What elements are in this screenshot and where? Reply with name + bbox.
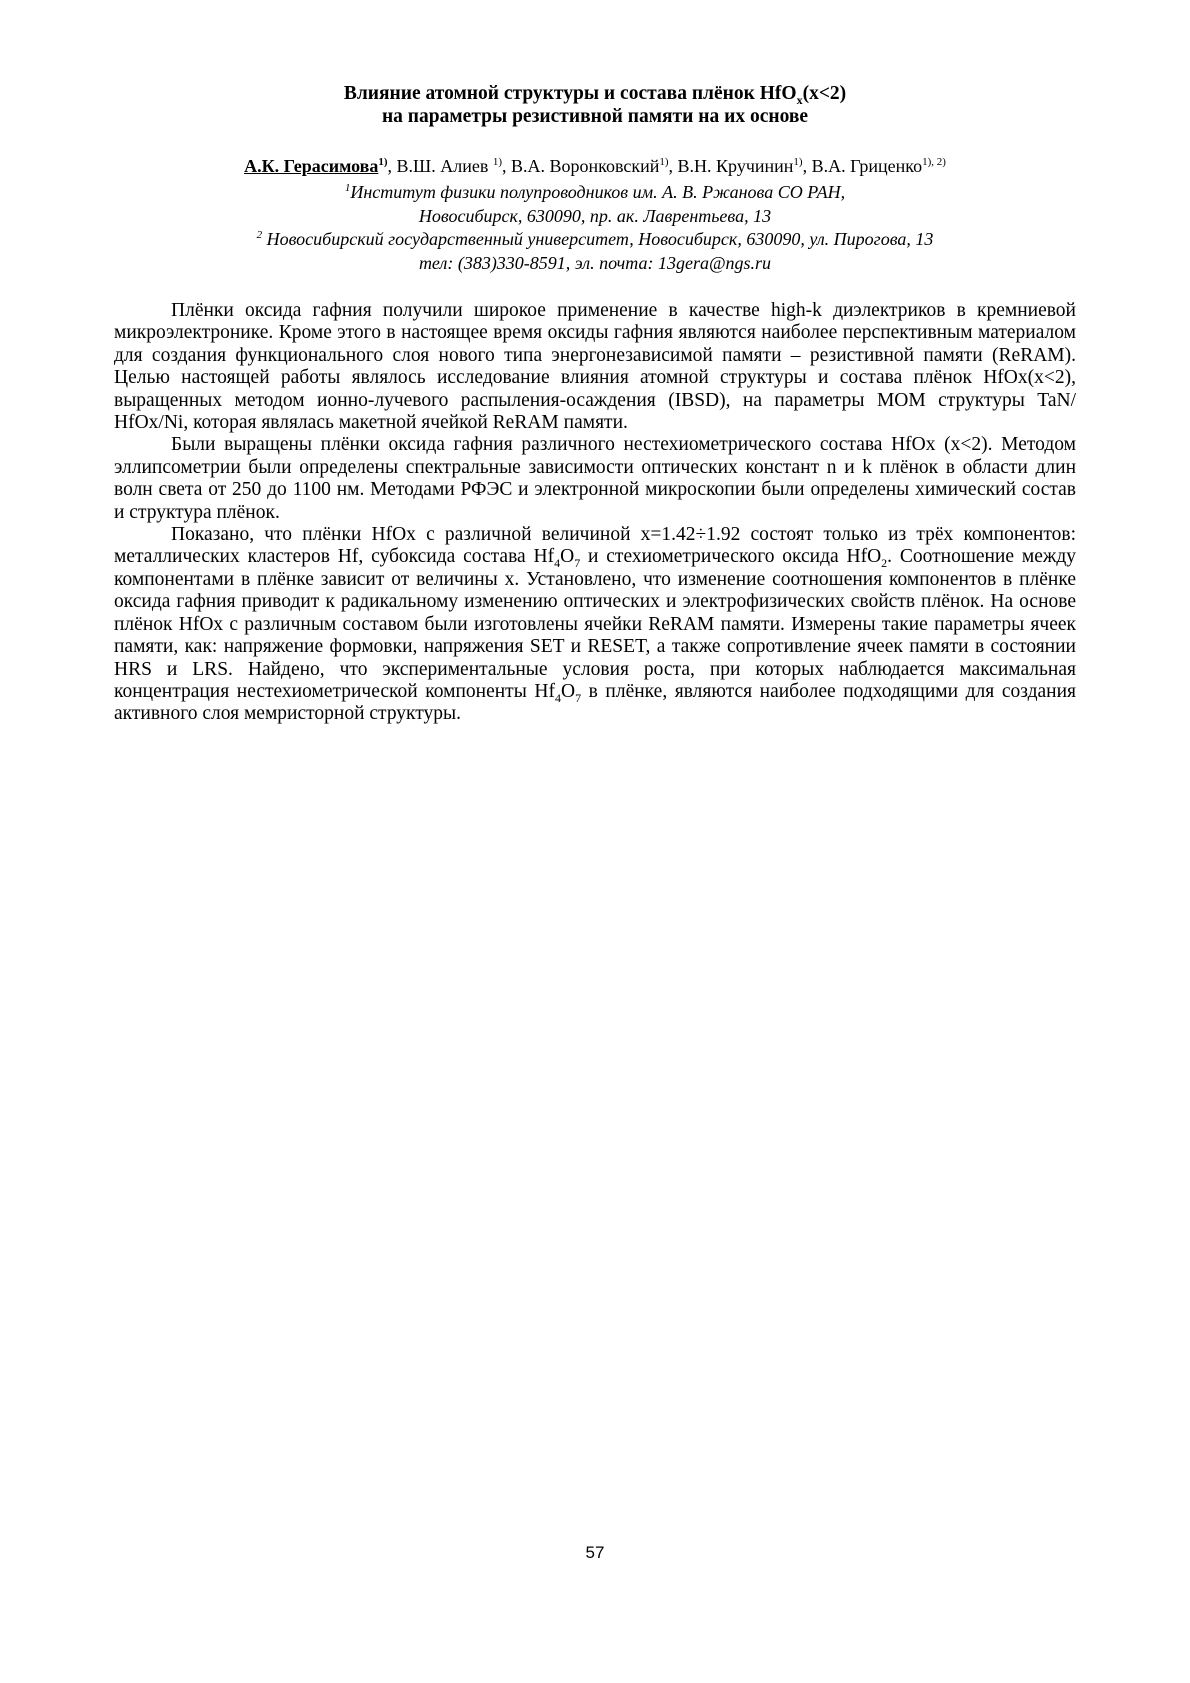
author-affiliation: 1) bbox=[793, 156, 803, 168]
affiliation-text: Новосибирский государственный университет, Новосибирск, 630090, ул. Пирогова, 13 bbox=[262, 229, 934, 249]
author-name: , В.А. Гриценко bbox=[802, 156, 923, 176]
paragraph-2: Были выращены плёнки оксида гафния различного нестехиометрического состава HfOx (x<2). Методом эллипсометрии были определены спектральные зависимости оптических констант n и k плёнок в области длин волн света от 250 до 1100 нм. Методами РФЭС и электронной микроскопии были определены химический состав и структура плёнок. bbox=[114, 434, 1076, 523]
author-affiliation: 1) bbox=[659, 156, 669, 168]
author-name: , В.Н. Кручинин bbox=[668, 156, 794, 176]
title-line-1 bbox=[120, 82, 1070, 105]
title-text-end: (x<2) bbox=[802, 83, 847, 104]
author-list bbox=[100, 155, 1090, 177]
author-name: , В.Ш. Алиев bbox=[387, 156, 493, 176]
affiliation-marker: 1 bbox=[344, 182, 351, 194]
author-affiliation: 1) bbox=[492, 156, 502, 168]
article-title bbox=[120, 82, 1070, 128]
author-affiliation: 1), 2) bbox=[922, 156, 946, 168]
text-run: Показано, что плёнки HfOx с различной величиной x=1.42÷1.92 состоят только из трёх компонентов: металлических кластеров Hf, субоксида состава Hf bbox=[114, 524, 1076, 568]
affiliation-2 bbox=[100, 228, 1090, 252]
main-author-affiliation: 1) bbox=[378, 156, 388, 168]
affiliation-text: Институт физики полупроводников им. А. В. Ржанова СО РАН, bbox=[350, 182, 846, 202]
title-text: Влияние атомной структуры и состава плёнок HfO bbox=[343, 83, 797, 104]
subscript: 4 bbox=[554, 690, 561, 705]
article-body bbox=[114, 300, 1076, 726]
title-subscript: x bbox=[796, 92, 803, 107]
title-line-2: на параметры резистивной памяти на их основе bbox=[381, 106, 809, 127]
main-author: А.К. Герасимова bbox=[244, 156, 379, 176]
paragraph-3 bbox=[114, 524, 1076, 726]
text-run: O bbox=[560, 546, 575, 568]
text-run: . Соотношение между компонентами в плёнке зависит от величины x. Установлено, что изменение соотношения компонентов в плёнке оксида гафния приводит к радикальному изменению оптических и электрофизических свойств плёнок. На основе плёнок HfOx с различным составом были изготовлены ячейки ReRAM памяти. Измерены такие параметры ячеек памяти, как: напряжение формовки, напряжения SET и RESET, а также сопротивление ячеек памяти в состоянии HRS и LRS. Найдено, что экспериментальные условия роста, при которых наблюдается максимальная концентрация нестехиометрической компоненты Hf bbox=[114, 546, 1076, 702]
affiliations bbox=[100, 181, 1090, 275]
paragraph-1: Плёнки оксида гафния получили широкое применение в качестве high-k диэлектриков в кремниевой микроэлектронике. Кроме этого в настоящее время оксиды гафния являются наиболее перспективным материалом для создания функционального слоя нового типа энергонезависимой памяти – резистивной памяти (ReRAM). Целью настоящей работы являлось исследование влияния атомной структуры и состава плёнок HfOx(x<2), выращенных методом ионно-лучевого распыления-осаждения (IBSD), на параметры MOM структуры TaN/ HfOx/Ni, которая являлась макетной ячейкой ReRAM памяти. bbox=[114, 300, 1076, 434]
affiliation-marker: 2 bbox=[256, 229, 263, 241]
page-number: 57 bbox=[585, 1543, 605, 1562]
affiliation-1-line-1 bbox=[100, 181, 1090, 205]
subscript: 7 bbox=[574, 556, 581, 571]
text-run: и стехиометрического оксида HfO bbox=[580, 546, 882, 568]
contact-info: тел: (383)330-8591, эл. почта: 13gera@ngs.ru bbox=[418, 252, 772, 273]
text-run: в плёнке, являются наиболее подходящими для создания активного слоя мемристорной структуры. bbox=[114, 680, 1076, 725]
subscript: 4 bbox=[554, 556, 561, 571]
affiliation-1-line-2: Новосибирск, 630090, пр. ак. Лаврентьева, 13 bbox=[418, 205, 772, 226]
subscript: 7 bbox=[575, 690, 582, 705]
subscript: 2 bbox=[881, 556, 888, 571]
author-name: , В.А. Воронковский bbox=[502, 156, 660, 176]
text-run: O bbox=[560, 680, 576, 702]
